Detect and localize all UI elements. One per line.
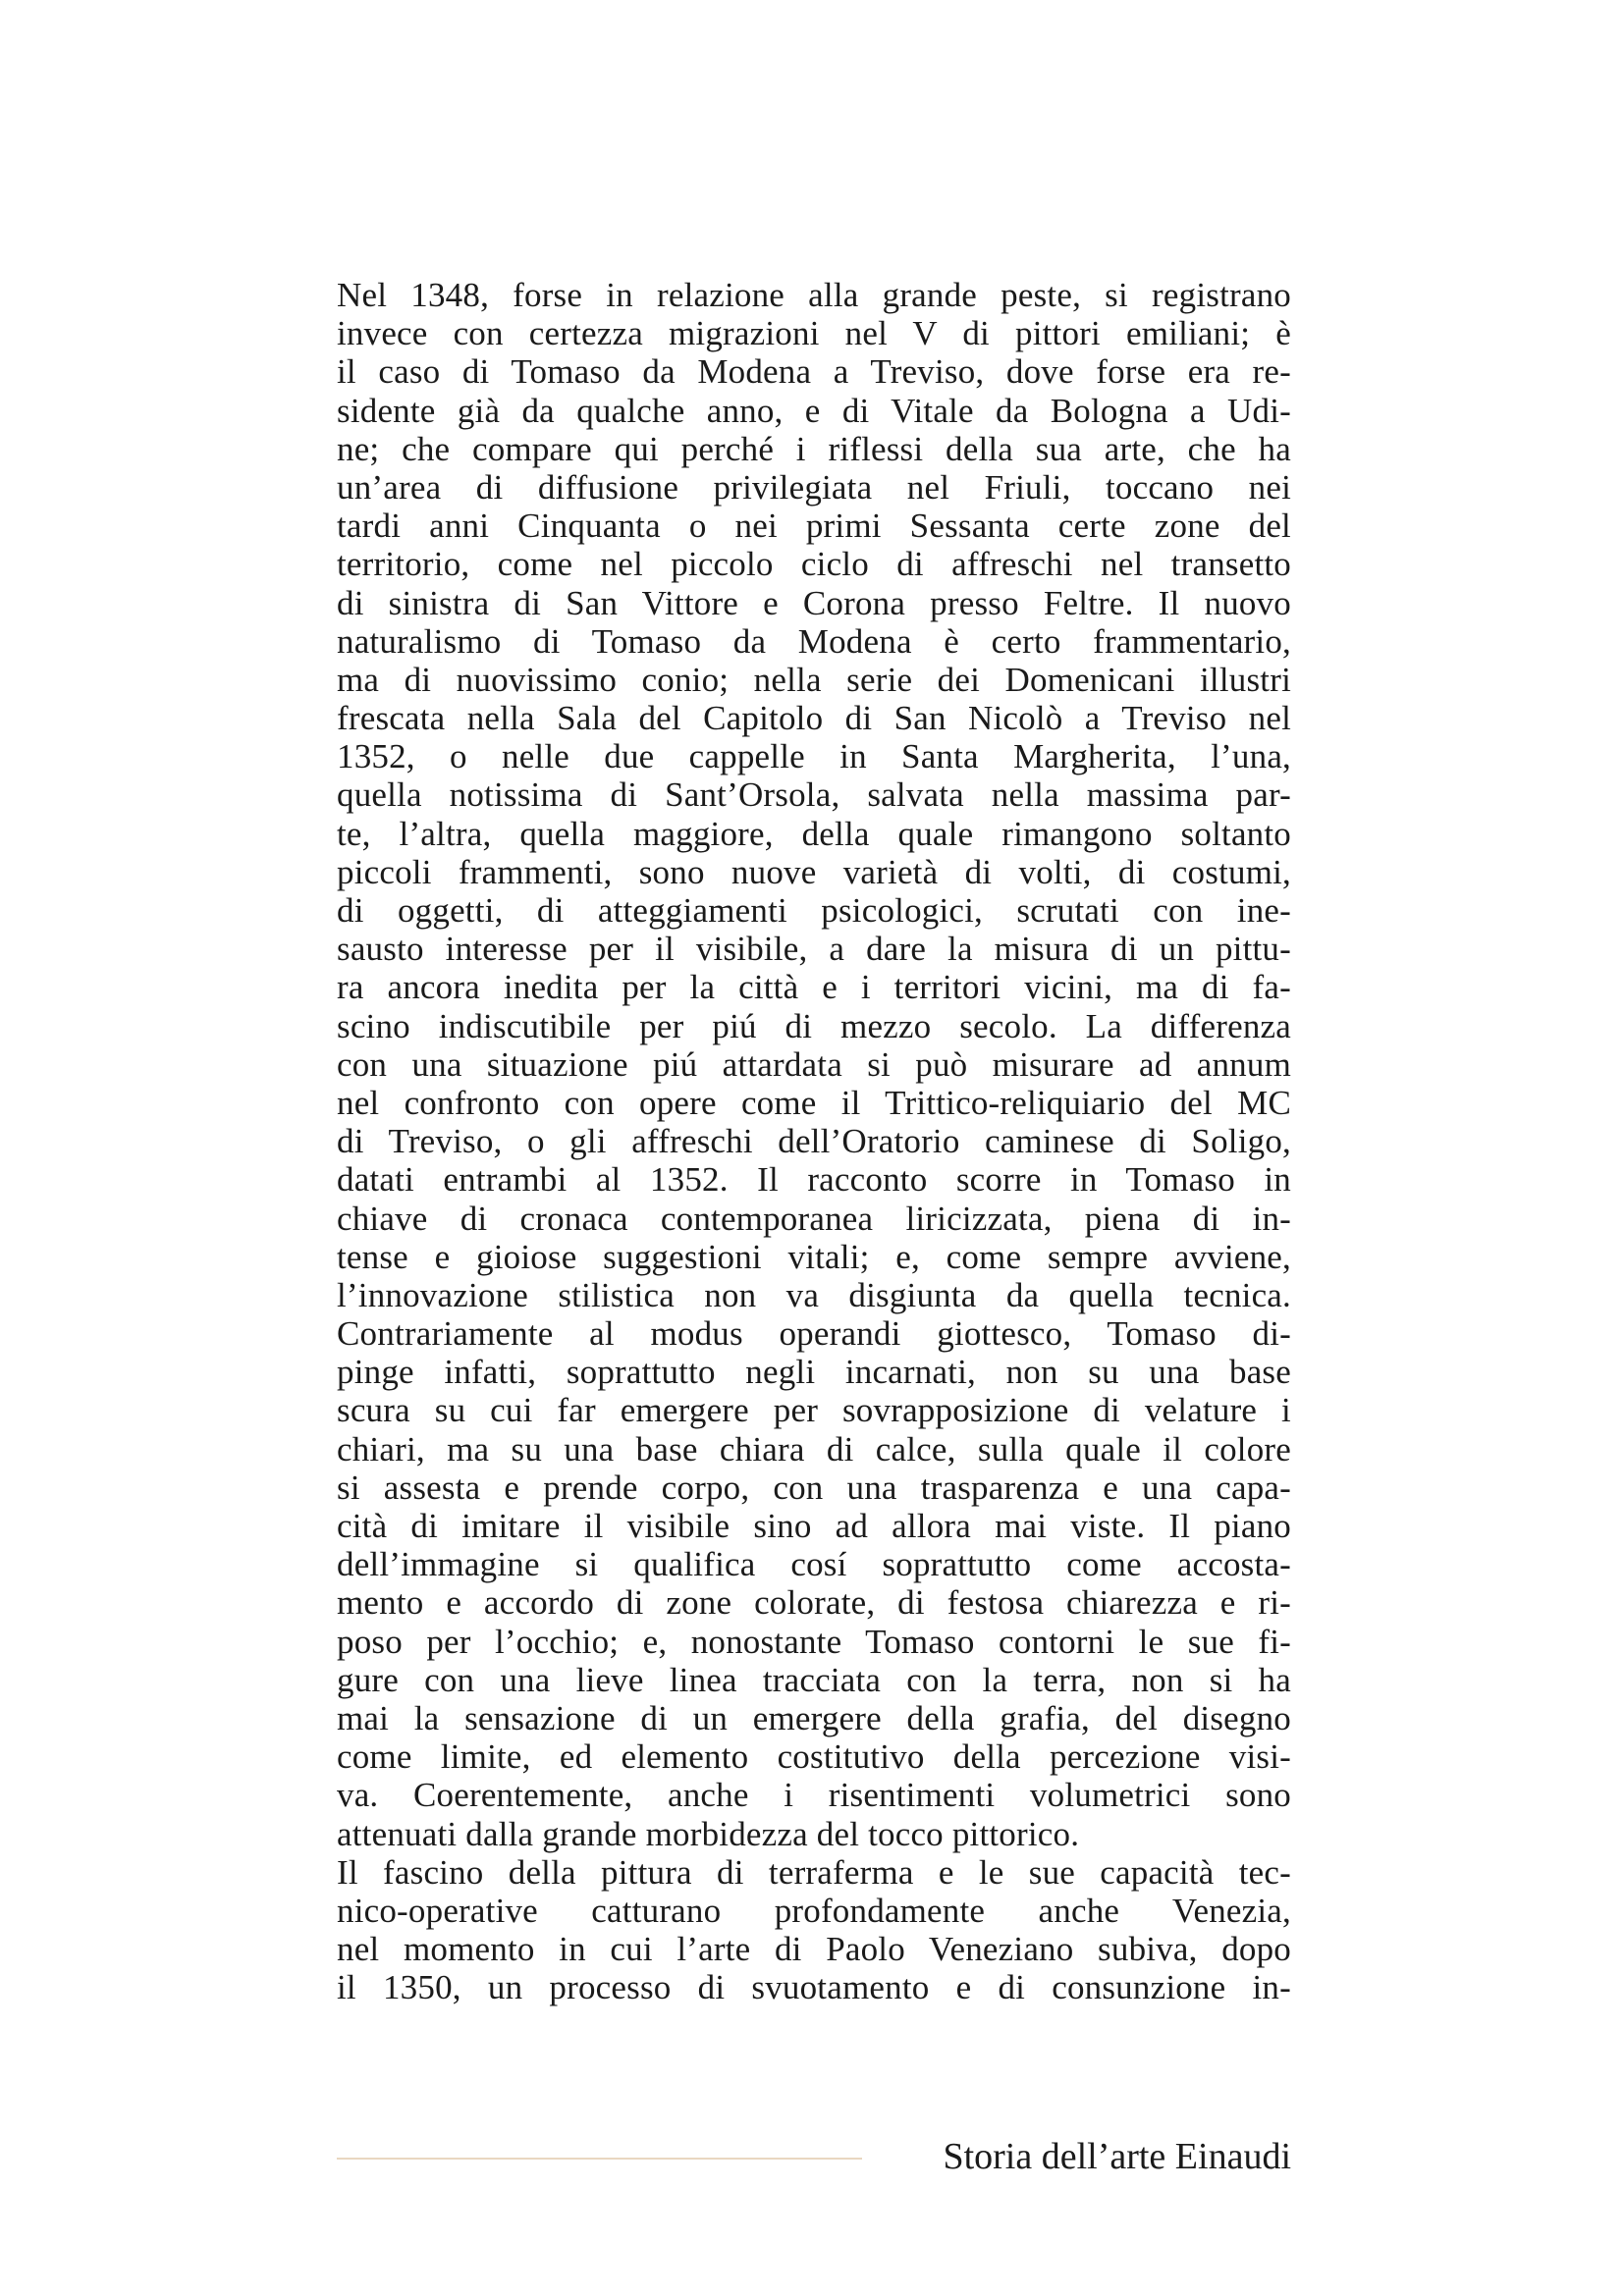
- text-line: nico-operative catturano profondamente anche Venezia,: [337, 1891, 1291, 1930]
- text-line: sidente già da qualche anno, e di Vitale da Bologna a Udi-: [337, 391, 1291, 430]
- text-line: dell’immagine si qualifica cosí soprattutto come accosta-: [337, 1545, 1291, 1584]
- text-line: Il fascino della pittura di terraferma e le sue capacità tec-: [337, 1852, 1291, 1892]
- text-line: di sinistra di San Vittore e Corona presso Feltre. Il nuovo: [337, 583, 1291, 622]
- text-line: Nel 1348, forse in relazione alla grande peste, si registrano: [337, 276, 1291, 314]
- text-line: l’innovazione stilistica non va disgiunta da quella tecnica.: [337, 1275, 1291, 1314]
- text-line: ne; che compare qui perché i riflessi della sua arte, che ha: [337, 429, 1291, 468]
- text-line: tardi anni Cinquanta o nei primi Sessanta certe zone del: [337, 507, 1291, 546]
- text-line: di Treviso, o gli affreschi dell’Oratorio caminese di Soligo,: [337, 1122, 1291, 1161]
- text-line: Contrariamente al modus operandi giottesco, Tomaso di-: [337, 1314, 1291, 1354]
- text-line: un’area di diffusione privilegiata nel Friuli, toccano nei: [337, 467, 1291, 507]
- body-text: [337, 276, 1291, 2006]
- page-footer: [337, 2132, 1291, 2181]
- text-line: frescata nella Sala del Capitolo di San Nicolò a Treviso nel: [337, 699, 1291, 738]
- text-line: ma di nuovissimo conio; nella serie dei Domenicani illustri: [337, 660, 1291, 699]
- text-line: si assesta e prende corpo, con una trasparenza e una capa-: [337, 1468, 1291, 1507]
- footer-rule: [337, 2158, 862, 2160]
- text-line: scino indiscutibile per piú di mezzo secolo. La differenza: [337, 1006, 1291, 1045]
- text-line: nel confronto con opere come il Trittico-reliquiario del MC: [337, 1083, 1291, 1122]
- text-line: quella notissima di Sant’Orsola, salvata nella massima par-: [337, 775, 1291, 815]
- text-line: piccoli frammenti, sono nuove varietà di volti, di costumi,: [337, 852, 1291, 891]
- text-line: invece con certezza migrazioni nel V di pittori emiliani; è: [337, 314, 1291, 353]
- text-line: datati entrambi al 1352. Il racconto scorre in Tomaso in: [337, 1160, 1291, 1200]
- text-line: mai la sensazione di un emergere della grafia, del disegno: [337, 1698, 1291, 1737]
- text-line: va. Coerentemente, anche i risentimenti volumetrici sono: [337, 1776, 1291, 1815]
- footer-publication-title: Storia dell’arte Einaudi: [943, 2136, 1291, 2177]
- text-line: attenuati dalla grande morbidezza del tocco pittorico.: [337, 1814, 1080, 1853]
- text-line: territorio, come nel piccolo ciclo di affreschi nel transetto: [337, 545, 1291, 584]
- text-line: pinge infatti, soprattutto negli incarnati, non su una base: [337, 1353, 1291, 1392]
- text-line: con una situazione piú attardata si può misurare ad annum: [337, 1044, 1291, 1084]
- text-line: chiave di cronaca contemporanea liricizzata, piena di in-: [337, 1199, 1291, 1238]
- text-line: 1352, o nelle due cappelle in Santa Margherita, l’una,: [337, 737, 1291, 776]
- text-line: tense e gioiose suggestioni vitali; e, come sempre avviene,: [337, 1237, 1291, 1276]
- text-line: come limite, ed elemento costitutivo della percezione visi-: [337, 1737, 1291, 1777]
- text-line: sausto interesse per il visibile, a dare la misura di un pittu-: [337, 930, 1291, 969]
- text-line: poso per l’occhio; e, nonostante Tomaso contorni le sue fi-: [337, 1622, 1291, 1661]
- text-line: chiari, ma su una base chiara di calce, sulla quale il colore: [337, 1429, 1291, 1468]
- text-line: naturalismo di Tomaso da Modena è certo frammentario,: [337, 621, 1291, 661]
- text-line: cità di imitare il visibile sino ad allora mai viste. Il piano: [337, 1507, 1291, 1545]
- text-line: il 1350, un processo di svuotamento e di consunzione in-: [337, 1968, 1291, 2007]
- text-line: il caso di Tomaso da Modena a Treviso, dove forse era re-: [337, 352, 1291, 392]
- text-line: scura su cui far emergere per sovrapposizione di velature i: [337, 1391, 1291, 1430]
- text-line: te, l’altra, quella maggiore, della quale rimangono soltanto: [337, 814, 1291, 853]
- text-line: di oggetti, di atteggiamenti psicologici, scrutati con ine-: [337, 891, 1291, 930]
- text-line: gure con una lieve linea tracciata con la terra, non si ha: [337, 1660, 1291, 1699]
- text-line: ra ancora inedita per la città e i territori vicini, ma di fa-: [337, 968, 1291, 1007]
- text-line: mento e accordo di zone colorate, di festosa chiarezza e ri-: [337, 1583, 1291, 1623]
- text-line: nel momento in cui l’arte di Paolo Veneziano subiva, dopo: [337, 1930, 1291, 1969]
